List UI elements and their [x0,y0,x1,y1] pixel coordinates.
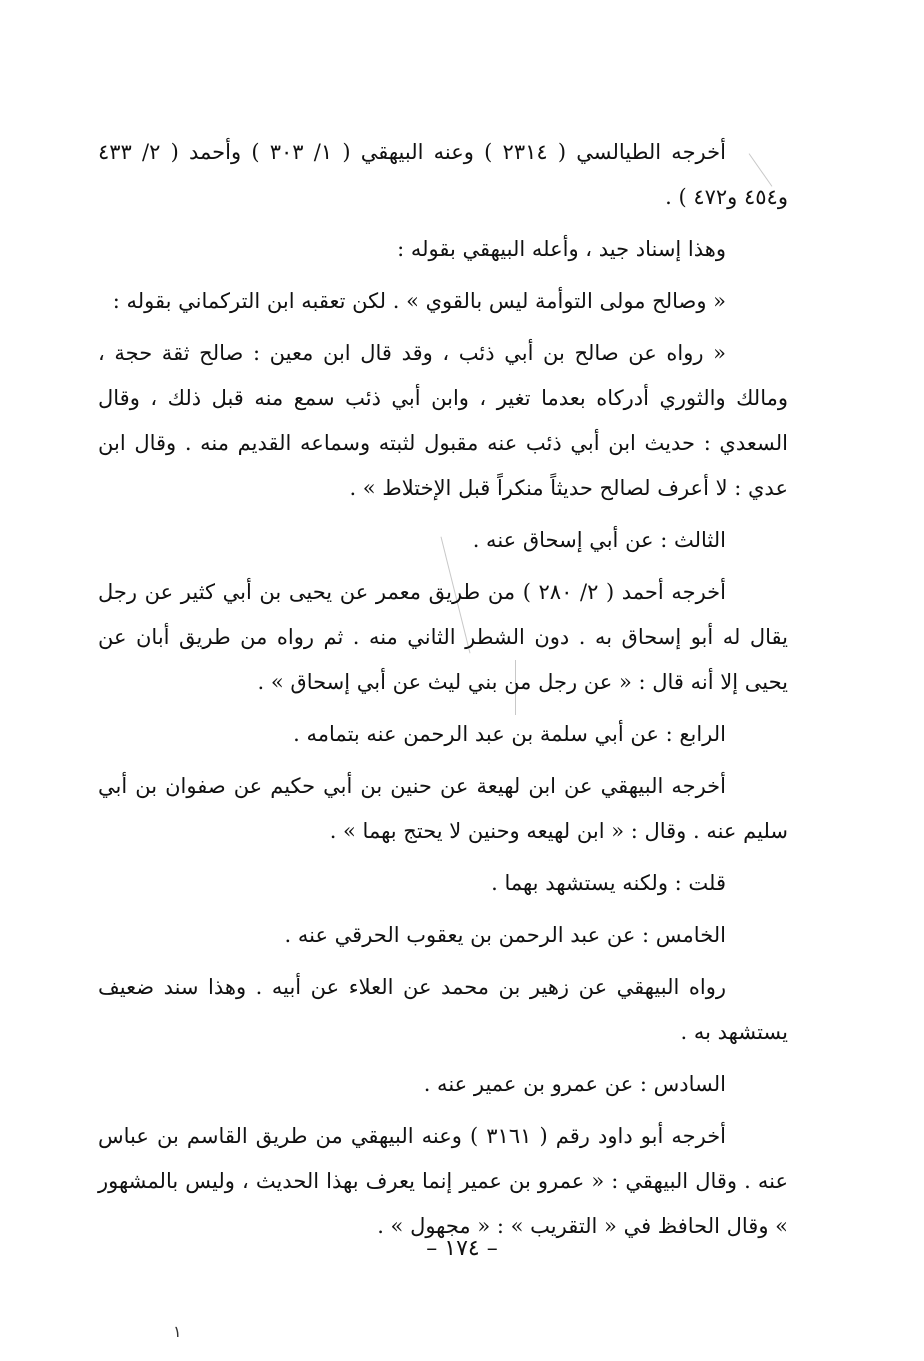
paragraph-bayhaqi-quote: « وصالح مولى التوأمة ليس بالقوي » . لكن تعقبه ابن التركماني بقوله : [112,289,726,313]
paragraph-takhrij-bayhaqi-lahia: أخرجه البيهقي عن ابن لهيعة عن حنين بن أبي حكيم عن صفوان بن أبي سليم عنه . وقال : « ابن لهيعه وحنين لا يحتج بهما » . [98,774,788,843]
section-heading-sixth: السادس : عن عمرو بن عمير عنه . [423,1072,726,1096]
paragraph-takhrij-bayhaqi-zuhayr: رواه البيهقي عن زهير بن محمد عن العلاء عن أبيه . وهذا سند ضعيف يستشهد به . [98,975,788,1044]
body-text [98,130,788,1256]
paragraph-takhrij-abu-dawud: أخرجه أبو داود رقم ( ٣١٦١ ) وعنه البيهقي من طريق القاسم بن عباس عنه . وقال البيهقي : « عمرو بن عمير إنما يعرف بهذا الحديث ، وليس بالمشهور » وقال الحافظ في « التقريب » : « مجهول » . [98,1124,788,1238]
paragraph-takhrij-tayalisi: أخرجه الطيالسي ( ٢٣١٤ ) وعنه البيهقي ( ١/ ٣٠٣ ) وأحمد ( ٢/ ٤٣٣ و٤٥٤ و٤٧٢ ) . [98,140,788,209]
paragraph-turkmani-quote: « رواه عن صالح بن أبي ذئب ، وقد قال ابن معين : صالح ثقة حجة ، ومالك والثوري أدركاه بعدما تغير ، وابن أبي ذئب سمع منه قبل ذلك ، وقال السعدي : حديث ابن أبي ذئب عنه مقبول لثبته وسماعه القديم منه . وقال ابن عدي : لا أعرف لصالح حديثاً منكراً قبل الإختلاط » . [98,341,788,500]
paragraph-takhrij-ahmad: أخرجه أحمد ( ٢/ ٢٨٠ ) من طريق معمر عن يحيى بن أبي كثير عن رجل يقال له أبو إسحاق به . دون الشطر الثاني منه . ثم رواه من طريق أبان عن يحيى إلا أنه قال : « عن رجل من بني ليث عن أبي إسحاق » . [98,580,788,694]
paragraph-isnad-judgment: وهذا إسناد جيد ، وأعله البيهقي بقوله : [397,237,726,261]
stray-mark: ١ [173,1322,182,1341]
section-heading-third: الثالث : عن أبي إسحاق عنه . [472,528,726,552]
page-number: – ١٧٤ – [426,1236,498,1261]
section-heading-fourth: الرابع : عن أبي سلمة بن عبد الرحمن عنه بتمامه . [293,722,726,746]
section-heading-fifth: الخامس : عن عبد الرحمن بن يعقوب الحرقي عنه . [284,923,726,947]
paragraph-qultu: قلت : ولكنه يستشهد بهما . [491,871,726,895]
